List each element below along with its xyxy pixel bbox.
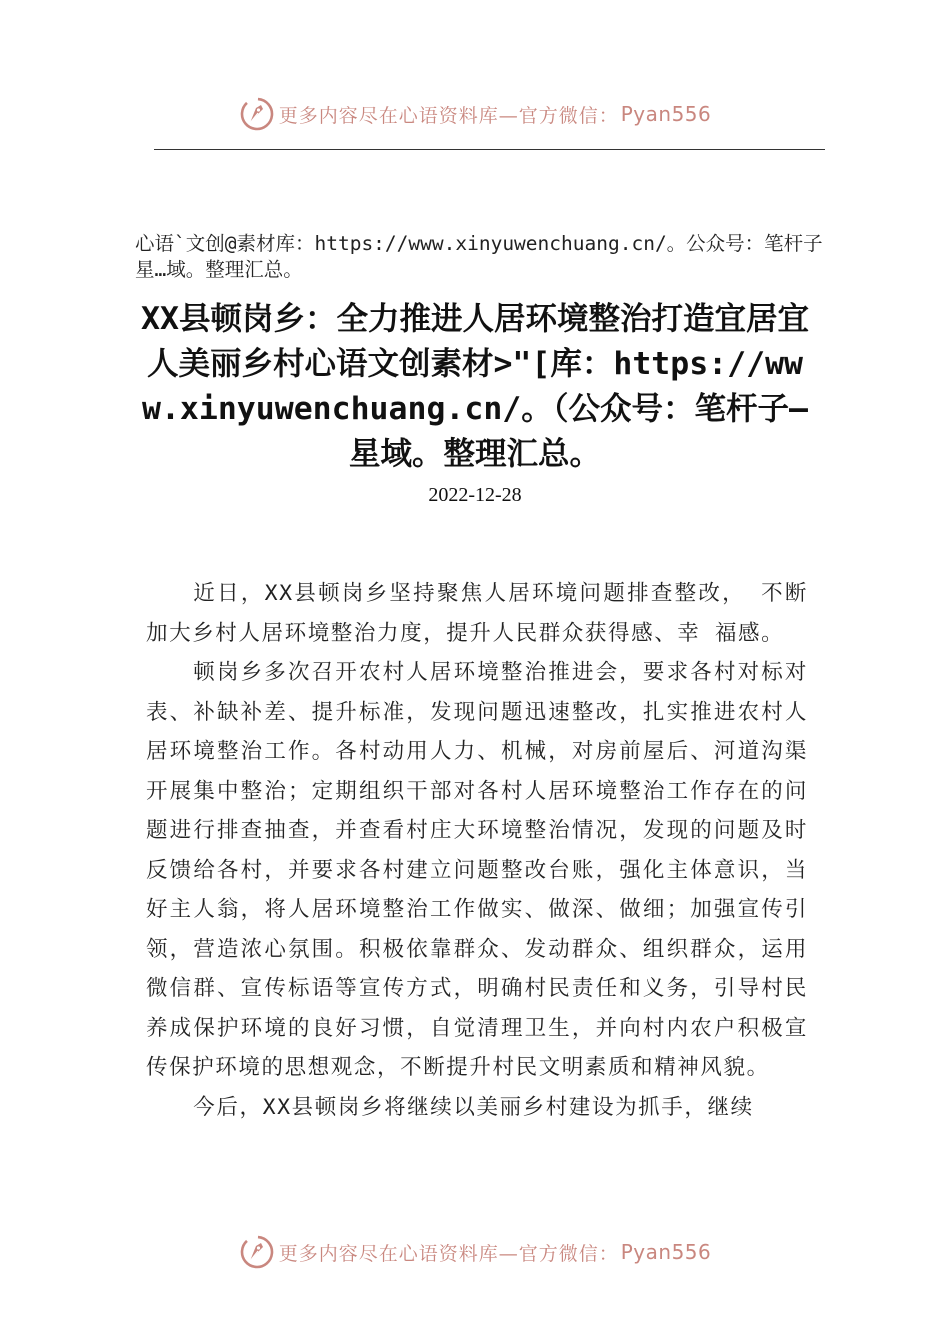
article-date: 2022-12-28: [428, 484, 522, 506]
banner-text: 更多内容尽在心语资料库—官方微信：: [278, 104, 619, 127]
article-title: XX县顿岗乡：全力推进人居环境整治打造宜居宜人美丽乡村心语文创素材>"[库：https://www.xinyuwenchuang.cn/。（公众号：笔杆子—星域。整理汇总。: [141, 301, 809, 472]
paragraph: 近日，XX县顿岗乡坚持聚焦人居环境问题排查整改， 不断加大乡村人居环境整治力度，提升人民群众获得感、幸 福感。: [146, 581, 808, 646]
paragraph: 顿岗乡多次召开农村人居环境整治推进会，要求各村对标对表、补缺补差、提升标准，发现问题迅速整改，扎实推进农村人居环境整治工作。各村动用人力、机械，对房前屋后、河道沟渠开展集中整治；定期组织干部对各村人居环境整治工作存在的问题进行排查抽查，并查看村庄大环境整治情况，发现的问题及时反馈给各村，并要求各村建立问题整改台账，强化主体意识，当好主人翁，将人居环境整治工作做实、做深、做细；加强宣传引领，营造浓心氛围。积极依靠群众、发动群众、组织群众，运用微信群、宣传标语等宣传方式，明确村民责任和义务，引导村民养成保护环境的良好习惯，自觉清理卫生，并向村内农户积极宣传保护环境的思想观念，不断提升村民文明素质和精神风貌。: [146, 660, 808, 1080]
wechat-id: Pyan556: [620, 102, 712, 126]
header-banner: [0, 94, 950, 134]
article-body: [146, 574, 808, 1127]
paragraph: 今后，XX县顿岗乡将继续以美丽乡村建设为抓手，继续: [193, 1094, 754, 1120]
pen-nib-logo-icon: [239, 1234, 275, 1270]
footer-banner: [0, 1232, 950, 1272]
banner-text: 更多内容尽在心语资料库—官方微信：: [278, 1242, 619, 1265]
source-note: 心语`文创@素材库：https://www.xinyuwenchuang.cn/。公众号：笔杆子星…域。整理汇总。: [135, 232, 823, 281]
header-divider: [154, 149, 825, 150]
pen-nib-logo-icon: [239, 96, 275, 132]
wechat-id: Pyan556: [620, 1240, 712, 1264]
